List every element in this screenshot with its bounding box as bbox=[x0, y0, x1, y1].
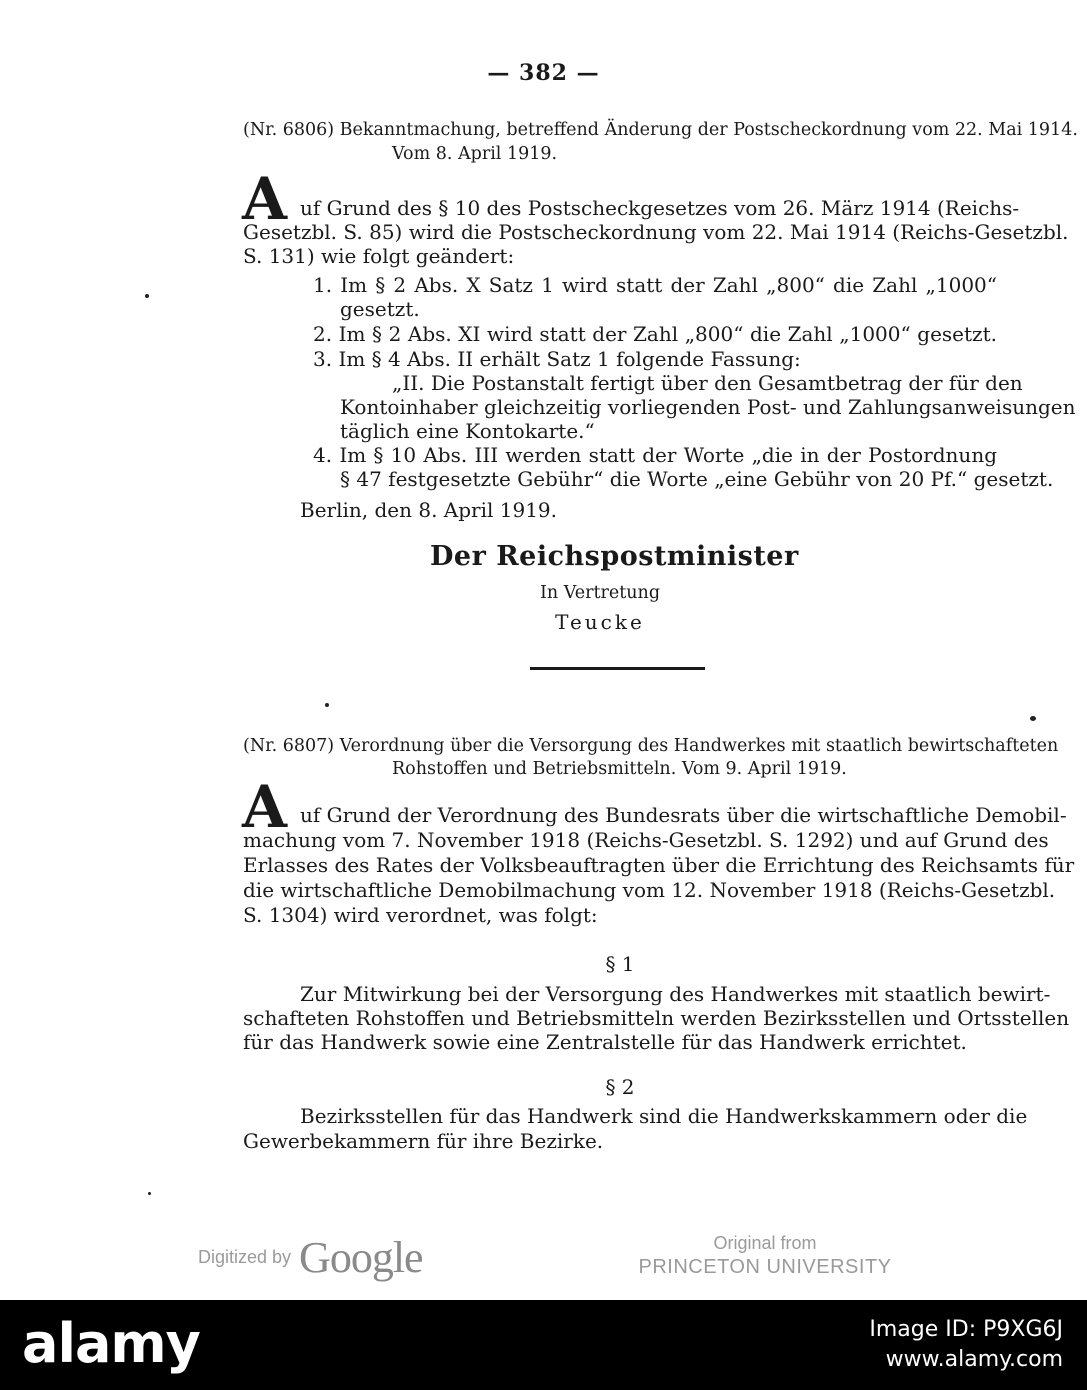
notice2-dropcap: A bbox=[242, 773, 288, 841]
scan-speck bbox=[1030, 716, 1036, 721]
notice2-intro-line5: S. 1304) wird verordnet, was folgt: bbox=[243, 903, 598, 927]
scan-speck bbox=[325, 703, 329, 707]
page-number: — 382 — bbox=[487, 60, 600, 86]
notice2-intro-line3: Erlasses des Rates der Volksbeauftragten über die Errichtung des Reichsamts für bbox=[243, 853, 1075, 877]
notice1-dropcap: A bbox=[242, 165, 288, 233]
section1-line3: für das Handwerk sowie eine Zentralstelle für das Handwerk errichtet. bbox=[243, 1030, 967, 1054]
notice1-item1-line1: 1. Im § 2 Abs. X Satz 1 wird statt der Zahl „800“ die Zahl „1000“ bbox=[313, 273, 997, 297]
digitized-by-label: Digitized by bbox=[198, 1246, 292, 1267]
digitized-by-google bbox=[198, 1232, 423, 1282]
section2-heading: § 2 bbox=[605, 1075, 635, 1099]
google-logo: Google bbox=[299, 1232, 423, 1282]
section-divider bbox=[530, 667, 705, 670]
scan-speck bbox=[145, 294, 149, 298]
notice1-item1-line2: gesetzt. bbox=[340, 297, 420, 321]
signature-title: Der Reichspostminister bbox=[430, 541, 799, 572]
notice2-intro-line1: uf Grund der Verordnung des Bundesrats über die wirtschaftliche Demobil- bbox=[300, 803, 1067, 827]
alamy-logo: alamy bbox=[22, 1312, 200, 1375]
section1-line1: Zur Mitwirkung bei der Versorgung des Handwerkes mit staatlich bewirt- bbox=[300, 982, 1051, 1006]
original-from-label: Original from bbox=[713, 1233, 817, 1253]
signature-name: Teucke bbox=[555, 610, 645, 634]
notice1-item4-line1: 4. Im § 10 Abs. III werden statt der Worte „die in der Postordnung bbox=[313, 443, 997, 467]
princeton-attribution bbox=[630, 1232, 900, 1280]
notice1-intro-line1: uf Grund des § 10 des Postscheckgesetzes vom 26. März 1914 (Reichs- bbox=[300, 196, 1020, 220]
notice1-header-line2: Vom 8. April 1919. bbox=[392, 144, 558, 164]
notice1-item3-line4: täglich eine Kontokarte.“ bbox=[340, 419, 595, 443]
notice2-header-line1: (Nr. 6807) Verordnung über die Versorgung des Handwerkes mit staatlich bewirtschafteten bbox=[243, 736, 1059, 756]
notice2-intro-line2: machung vom 7. November 1918 (Reichs-Gesetzbl. S. 1292) und auf Grund des bbox=[243, 828, 1049, 852]
notice1-header-line1: (Nr. 6806) Bekanntmachung, betreffend Änderung der Postscheckordnung vom 22. Mai 1914. bbox=[243, 120, 1078, 140]
notice1-item3-line2: „II. Die Postanstalt fertigt über den Gesamtbetrag der für den bbox=[392, 371, 1023, 395]
scan-speck bbox=[148, 1192, 151, 1195]
notice1-item4-line2: § 47 festgesetzte Gebühr“ die Worte „eine Gebühr von 20 Pf.“ gesetzt. bbox=[340, 467, 1054, 491]
section1-line2: schafteten Rohstoffen und Betriebsmitteln werden Bezirksstellen und Ortsstellen bbox=[243, 1006, 1070, 1030]
section2-line2: Gewerbekammern für ihre Bezirke. bbox=[243, 1129, 604, 1153]
notice1-intro-line3: S. 131) wie folgt geändert: bbox=[243, 244, 515, 268]
notice1-item2-line1: 2. Im § 2 Abs. XI wird statt der Zahl „800“ die Zahl „1000“ gesetzt. bbox=[313, 322, 997, 346]
notice2-header-line2: Rohstoffen und Betriebsmitteln. Vom 9. April 1919. bbox=[392, 759, 847, 779]
notice2-intro-line4: die wirtschaftliche Demobilmachung vom 12. November 1918 (Reichs-Gesetzbl. bbox=[243, 878, 1056, 902]
notice1-item3-line1: 3. Im § 4 Abs. II erhält Satz 1 folgende Fassung: bbox=[313, 347, 801, 371]
notice1-place-date: Berlin, den 8. April 1919. bbox=[300, 498, 558, 522]
signature-subtitle: In Vertretung bbox=[539, 583, 661, 603]
section2-line1: Bezirksstellen für das Handwerk sind die Handwerkskammern oder die bbox=[300, 1104, 1028, 1128]
notice1-item3-line3: Kontoinhaber gleichzeitig vorliegenden Post- und Zahlungsanweisungen bbox=[340, 395, 1076, 419]
notice1-intro-line2: Gesetzbl. S. 85) wird die Postscheckordnung vom 22. Mai 1914 (Reichs-Gesetzbl. bbox=[243, 220, 1069, 244]
image-id: Image ID: P9XG6J bbox=[869, 1317, 1063, 1342]
princeton-label: PRINCETON UNIVERSITY bbox=[638, 1256, 892, 1278]
section1-heading: § 1 bbox=[605, 952, 635, 976]
alamy-url: www.alamy.com bbox=[885, 1347, 1063, 1372]
